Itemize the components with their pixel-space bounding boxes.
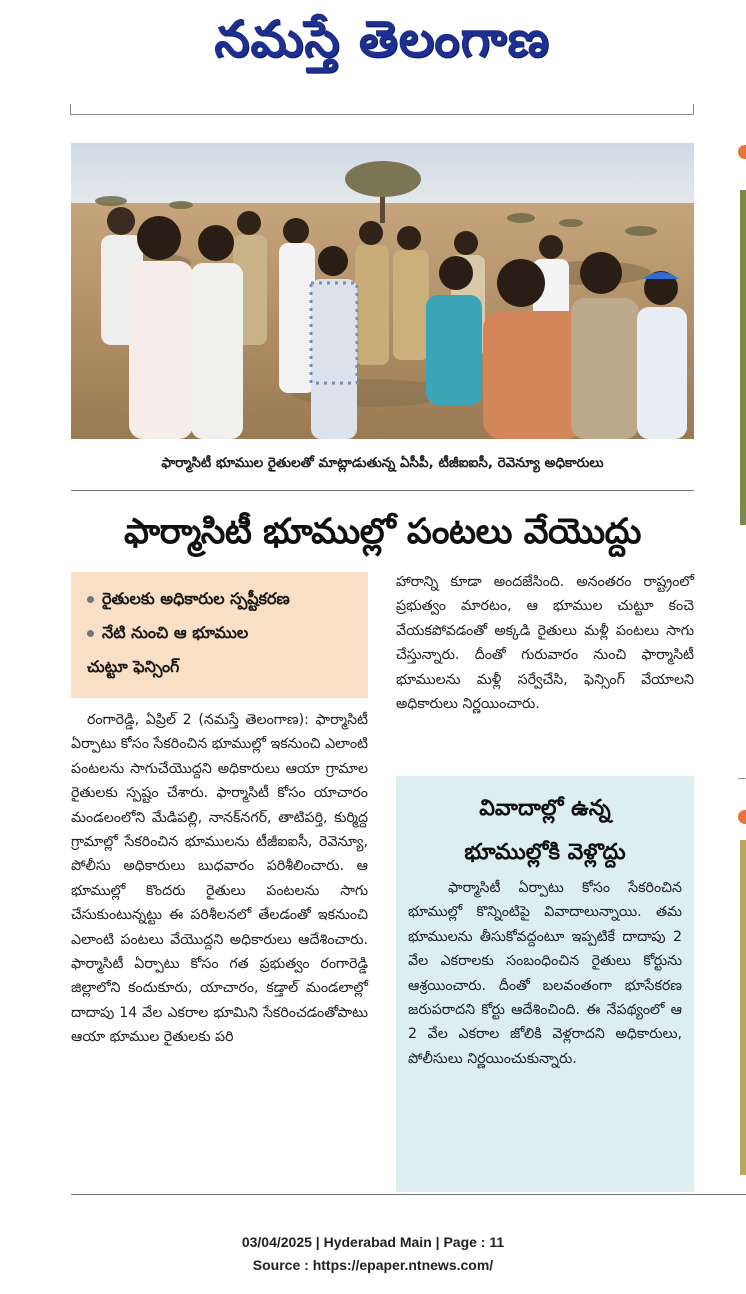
- kicker-item: చుట్టూ ఫెన్సింగ్: [87, 657, 180, 676]
- masthead-rule: [70, 104, 694, 115]
- newspaper-logo: నమస్తే తెలంగాణ: [214, 9, 550, 68]
- article-body-right: [396, 570, 694, 716]
- kicker-item: నేటి నుంచి ఆ భూముల: [87, 622, 248, 644]
- footer-date-edition: 03/04/2025 | Hyderabad Main | Page : 11: [241, 1234, 505, 1250]
- kicker-item: రైతులకు అధికారుల స్పష్టీకరణ: [87, 588, 290, 610]
- sidebar-box: [396, 776, 694, 1192]
- bullet-icon: [87, 596, 94, 603]
- adjacent-article-marker: [738, 810, 746, 824]
- adjacent-rule: [738, 778, 746, 779]
- sidebar-body: ఫార్మాసిటీ ఏర్పాటు కోసం సేకరించిన భూముల్లో కొన్నింటిపై వివాదాలున్నాయి. తమ భూములను తీసుకోవద్దంటూ ఇప్పటికే దాదాపు 2 వేల ఎకరాలకు సంబంధించిన రైతులు కోర్టును ఆశ్రయించారు. దీంతో బలవంతంగా భూసేకరణ జరుపరాదని కోర్టు ఆదేశించింది. ఈ నేపథ్యంలో ఆ 2 వేల ఎకరాల జోలికి వెళ్లరాదని అధికారులు, పోలీసులు నిర్ణయించుకున్నారు.: [408, 880, 682, 1067]
- caption-rule: [71, 490, 694, 491]
- news-photo: [71, 143, 694, 439]
- kicker-box: [71, 572, 368, 698]
- footer-source: Source : https://epaper.ntnews.com/: [252, 1257, 494, 1273]
- adjacent-photo-edge: [740, 840, 746, 1175]
- bullet-icon: [87, 630, 94, 637]
- body-paragraph: రంగారెడ్డి, ఏప్రిల్ 2 (నమస్తే తెలంగాణ): ఫార్మాసిటీ ఏర్పాటు కోసం సేకరించిన భూముల్లో ఇకనుంచి ఎలాంటి పంటలను సాగుచేయొద్దని అధికారులు ఆయా గ్రామాల రైతులకు స్పష్టం చేశారు. ఫార్మాసిటీ కోసం యాచారం మండలంలోని మేడిపల్లి, నానక్‌నగర్, తాటిపర్తి, కుర్మిద్ద గ్రామాల్లో సేకరించిన భూములను టీజీఐఐసీ, రెవెన్యూ, పోలీసు అధికారులు బుధవారం పరిశీలించారు. ఆ భూముల్లో కొందరు రైతులు పంటలను సాగు చేసుకుంటున్నట్టు ఈ పరిశీలనలో తేలడంతో ఇకనుంచి ఎలాంటి పంటలు వేయొద్దని అధికారులు ఆదేశించారు. ఫార్మాసిటీ ఏర్పాటు కోసం గత ప్రభుత్వం రంగారెడ్డి జిల్లాలోని కందుకూరు, యాచారం, కడ్తాల్ మండలాల్లో దాదాపు 14 వేల ఎకరాల భూమిని సేకరించడంతోపాటు ఆయా భూముల రైతులకు పరి: [71, 712, 368, 1046]
- adjacent-article-marker: [738, 145, 746, 159]
- masthead: [70, 0, 694, 118]
- body-paragraph: హారాన్ని కూడా అందజేసింది. అనంతరం రాష్ట్రంలో ప్రభుత్వం మారటం, ఆ భూముల చుట్టూ కంచె వేయకపోవడంతో అక్కడి రైతులు మళ్లీ పంటలు సాగు చేస్తున్నారు. దీంతో గురువారం నుంచి ఫార్మాసిటీ భూములను మళ్లీ సర్వేచేసి, ఫెన్సింగ్ వేయాలని అధికారులు నిర్ణయించారు.: [396, 574, 694, 713]
- sidebar-heading: వివాదాల్లో ఉన్న భూముల్లోకి వెళ్లొద్దు: [464, 795, 626, 865]
- photo-caption: ఫార్మాసిటీ భూముల రైతులతో మాట్లాడుతున్న ఏసీపీ, టీజీఐఐసీ, రెవెన్యూ అధికారులు: [161, 455, 604, 471]
- adjacent-photo-edge: [740, 190, 746, 525]
- article-headline: ఫార్మాసిటీ భూముల్లో పంటలు వేయొద్దు: [123, 511, 642, 552]
- article-body-left: [71, 708, 368, 1050]
- bottom-rule: [71, 1194, 746, 1195]
- field-inspection-photo: [71, 143, 694, 439]
